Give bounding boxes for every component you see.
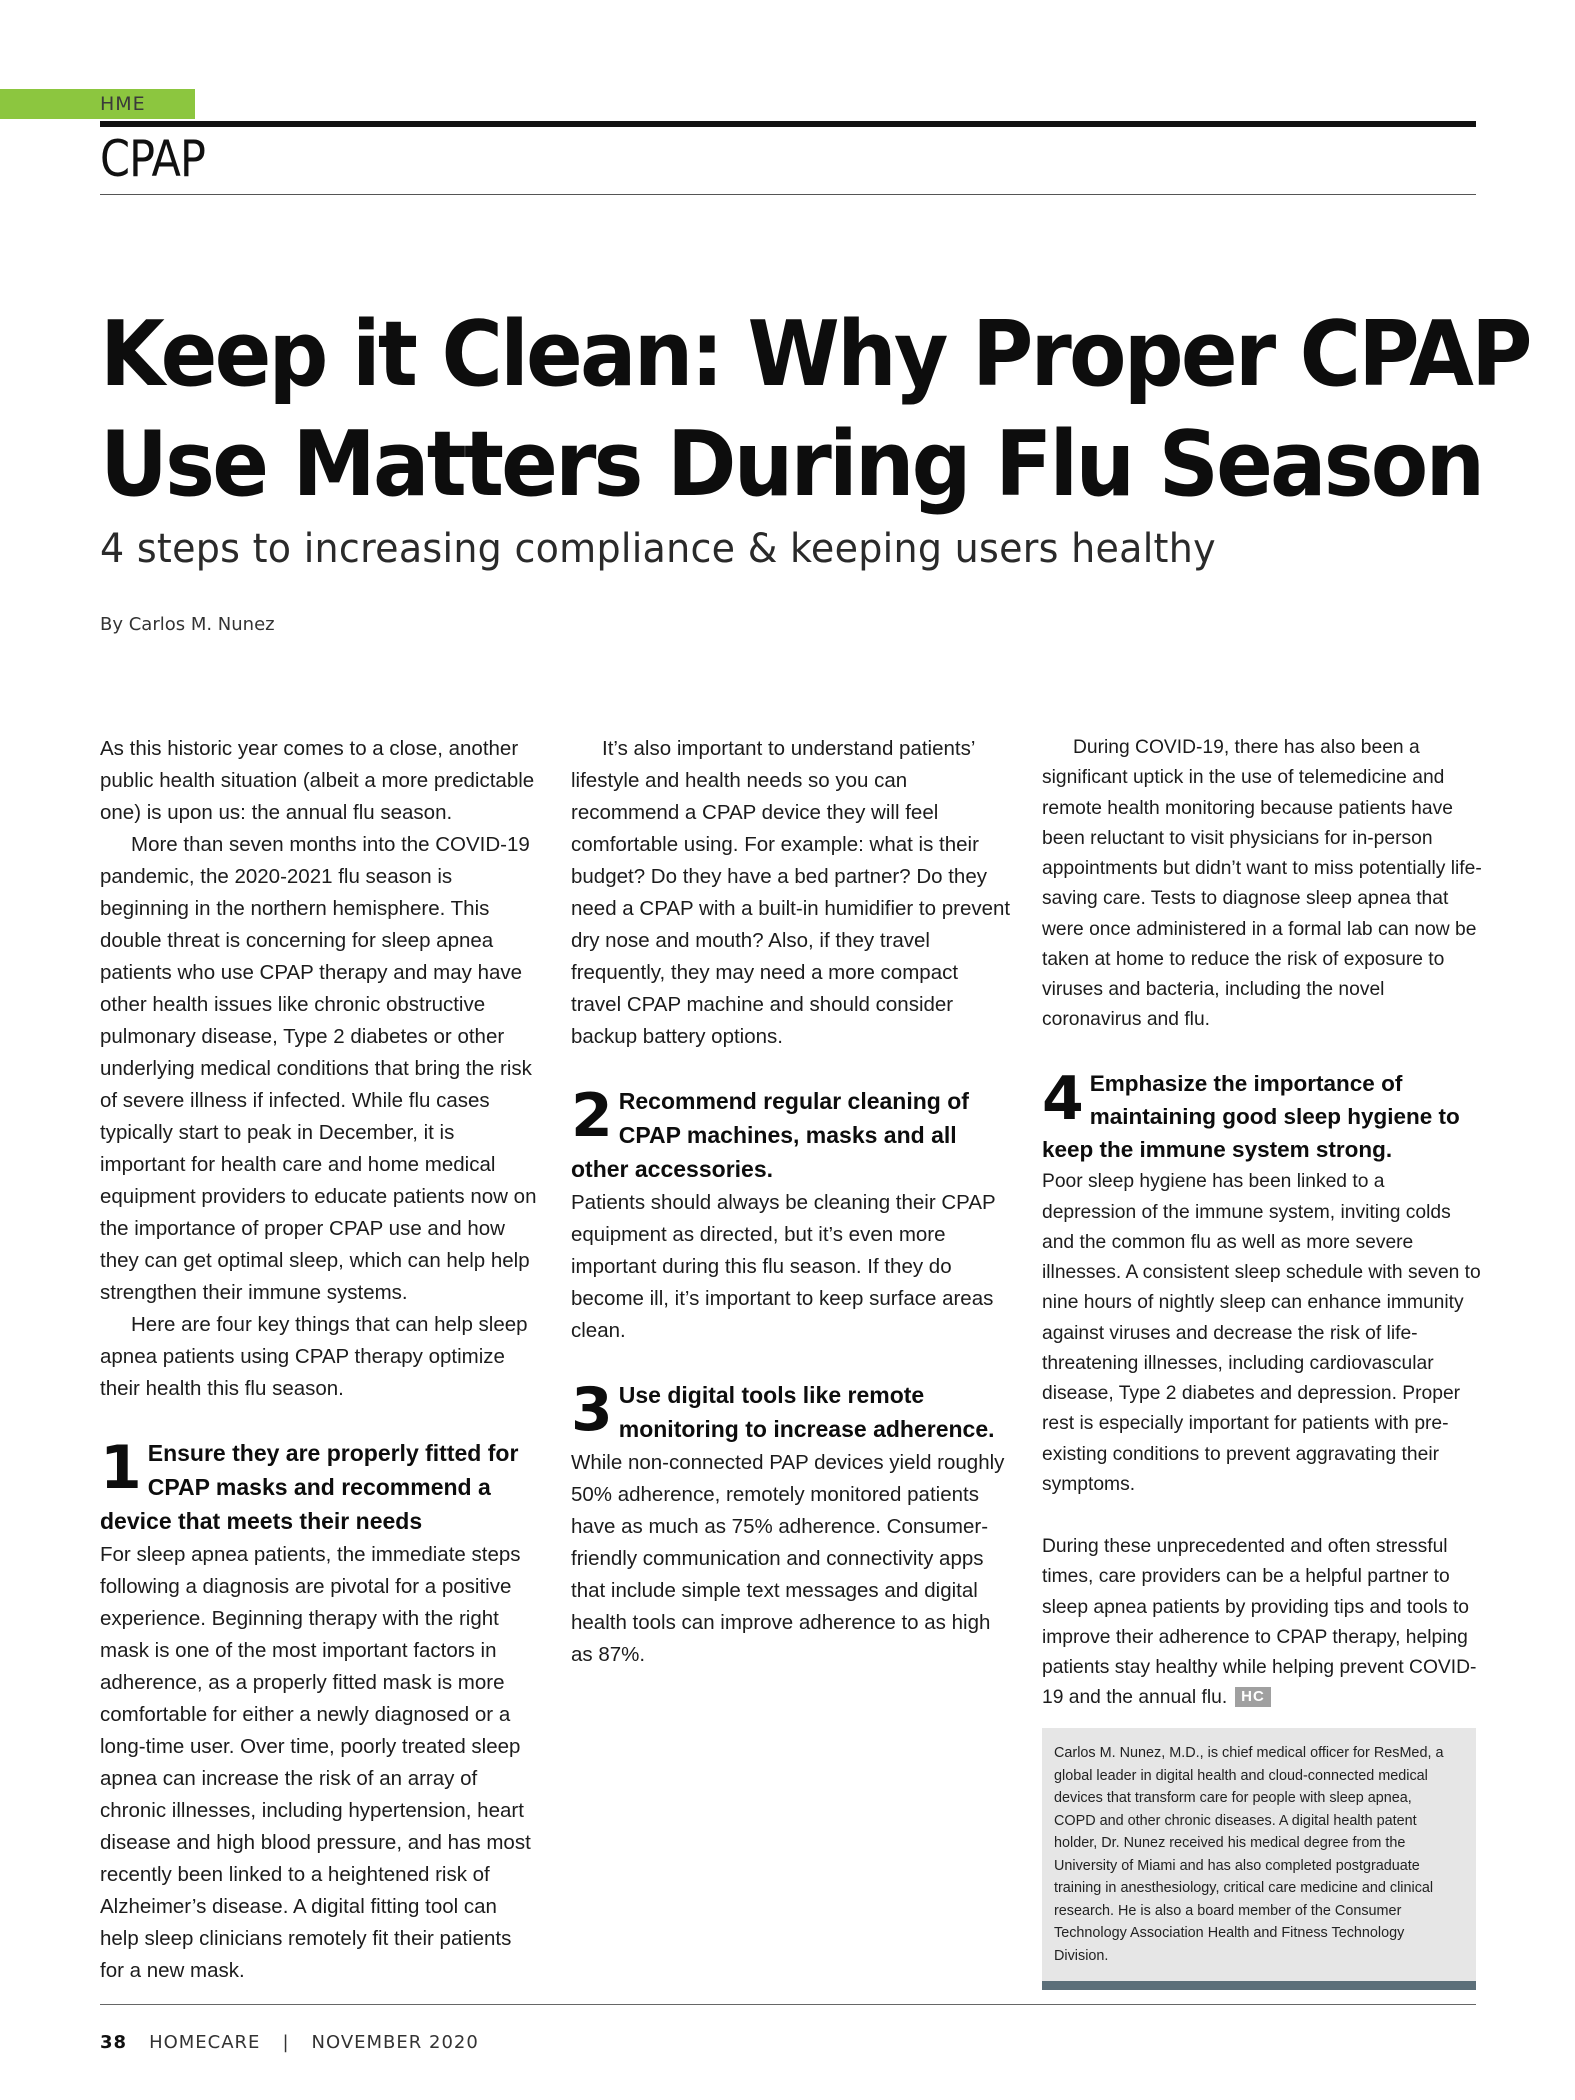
step-4-heading <box>1042 1068 1482 1168</box>
section-title: CPAP <box>100 130 206 188</box>
category-label: HME <box>100 93 146 115</box>
step-1-paragraph-2: It’s also important to understand patients’ lifestyle and health needs so you can recommend a CPAP device they will feel comfortable using. For example: what is their budget? Do they have a bed partner? Do they need a CPAP with a built-in humidifier to prevent dry nose and mouth? Also, if they travel frequently, they may need a more compact travel CPAP machine and should consider backup battery options. <box>571 737 1011 1048</box>
headline-line-2: Use Matters During Flu Season <box>100 412 1483 517</box>
step-2-paragraph: Patients should always be cleaning their CPAP equipment as directed, but it’s even more important during this flu season. If they do become ill, it’s important to keep surface areas clean. <box>571 1191 996 1342</box>
article-subtitle: 4 steps to increasing compliance & keeping users healthy <box>100 526 1216 572</box>
intro-paragraph-1: As this historic year comes to a close, another public health situation (albeit a more predictable one) is upon us: the annual flu season. <box>100 737 535 824</box>
page-number: 38 <box>100 2032 128 2053</box>
step-4-title: Emphasize the importance of maintaining good sleep hygiene to keep the immune system strong. <box>1042 1070 1460 1162</box>
step-2-title: Recommend regular cleaning of CPAP machines, masks and all other accessories. <box>571 1088 969 1182</box>
intro-paragraph-3: Here are four key things that can help sleep apnea patients using CPAP therapy optimize their health this flu season. <box>100 1313 528 1400</box>
step-2-number: 2 <box>571 1085 613 1151</box>
issue-date: NOVEMBER 2020 <box>311 2032 479 2053</box>
column-3 <box>1042 733 1482 1714</box>
column-1 <box>100 733 540 1987</box>
publication-name: HOMECARE <box>149 2032 261 2053</box>
category-tag <box>0 89 195 119</box>
step-2-heading <box>571 1085 1011 1187</box>
footer-separator: | <box>282 2032 290 2053</box>
author-bio-text: Carlos M. Nunez, M.D., is chief medical officer for ResMed, a global leader in digital health and cloud-connected medical devices that transform care for people with sleep apnea, COPD and other chronic diseases. A digital health patent holder, Dr. Nunez received his medical degree from the University of Miami and has also completed postgraduate training in anesthesiology, critical care medicine and clinical research. He is also a board member of the Consumer Technology Association Health and Fitness Technology Division. <box>1054 1744 1444 1964</box>
header-rule <box>100 121 1476 127</box>
step-1-title: Ensure they are properly fitted for CPAP masks and recommend a device that meets their needs <box>100 1440 519 1534</box>
page-footer <box>100 2032 479 2053</box>
step-1-heading <box>100 1437 540 1539</box>
footer-rule <box>100 2004 1476 2005</box>
step-3-heading <box>571 1379 1011 1447</box>
step-3-paragraph-1: While non-connected PAP devices yield roughly 50% adherence, remotely monitored patients have as much as 75% adherence. Consumer-friendly communication and connectivity apps that include simple text messages and digital health tools can improve adherence to as high as 87%. <box>571 1451 1005 1666</box>
closing-text: During these unprecedented and often stressful times, care providers can be a helpful partner to sleep apnea patients by providing tips and tools to improve their adherence to CPAP therapy, helping patients stay healthy while helping prevent COVID-19 and the annual flu. <box>1042 1536 1477 1709</box>
step-3-title: Use digital tools like remote monitoring to increase adherence. <box>618 1382 995 1442</box>
step-3-paragraph-2: During COVID-19, there has also been a significant uptick in the use of telemedicine and remote health monitoring because patients have been reluctant to visit physicians for in-person appointments but didn’t want to miss potentially life-saving care. Tests to diagnose sleep apnea that were once administered in a formal lab can now be taken at home to reduce the risk of exposure to viruses and bacteria, including the novel coronavirus and flu. <box>1042 737 1482 1031</box>
author-bio-box <box>1042 1728 1476 1990</box>
byline: By Carlos M. Nunez <box>100 614 275 635</box>
step-4-paragraph: Poor sleep hygiene has been linked to a depression of the immune system, inviting colds and the common flu as well as more severe illnesses. A consistent sleep schedule with seven to nine hours of nightly sleep can enhance immunity against viruses and decrease the risk of life-threatening illnesses, including cardiovascular disease, Type 2 diabetes and depression. Proper rest is especially important for patients with pre-existing conditions to prevent aggravating their symptoms. <box>1042 1171 1481 1495</box>
step-1-number: 1 <box>100 1437 142 1503</box>
closing-paragraph <box>1042 1532 1482 1714</box>
step-3-number: 3 <box>571 1379 613 1445</box>
article-headline <box>100 300 1530 520</box>
step-4-number: 4 <box>1042 1067 1084 1134</box>
section-rule <box>100 194 1476 195</box>
headline-line-1: Keep it Clean: Why Proper CPAP <box>100 302 1530 407</box>
step-1-paragraph-1: For sleep apnea patients, the immediate steps following a diagnosis are pivotal for a positive experience. Beginning therapy with the right mask is one of the most important factors in adherence, as a properly fitted mask is more comfortable for either a newly diagnosed or a long-time user. Over time, poorly treated sleep apnea can increase the risk of an array of chronic illnesses, including hypertension, heart disease and high blood pressure, and has most recently been linked to a heightened risk of Alzheimer’s disease. A digital fitting tool can help sleep clinicians remotely fit their patients for a new mask. <box>100 1543 531 1982</box>
intro-paragraph-2: More than seven months into the COVID-19 pandemic, the 2020-2021 flu season is beginning in the northern hemisphere. This double threat is concerning for sleep apnea patients who use CPAP therapy and may have other health issues like chronic obstructive pulmonary disease, Type 2 diabetes or other underlying medical conditions that bring the risk of severe illness if infected. While flu cases typically start to peak in December, it is important for health care and home medical equipment providers to educate patients now on the importance of proper CPAP use and how they can get optimal sleep, which can help help strengthen their immune systems. <box>100 833 537 1304</box>
column-2 <box>571 733 1011 1671</box>
hc-end-mark-icon: HC <box>1235 1687 1271 1707</box>
